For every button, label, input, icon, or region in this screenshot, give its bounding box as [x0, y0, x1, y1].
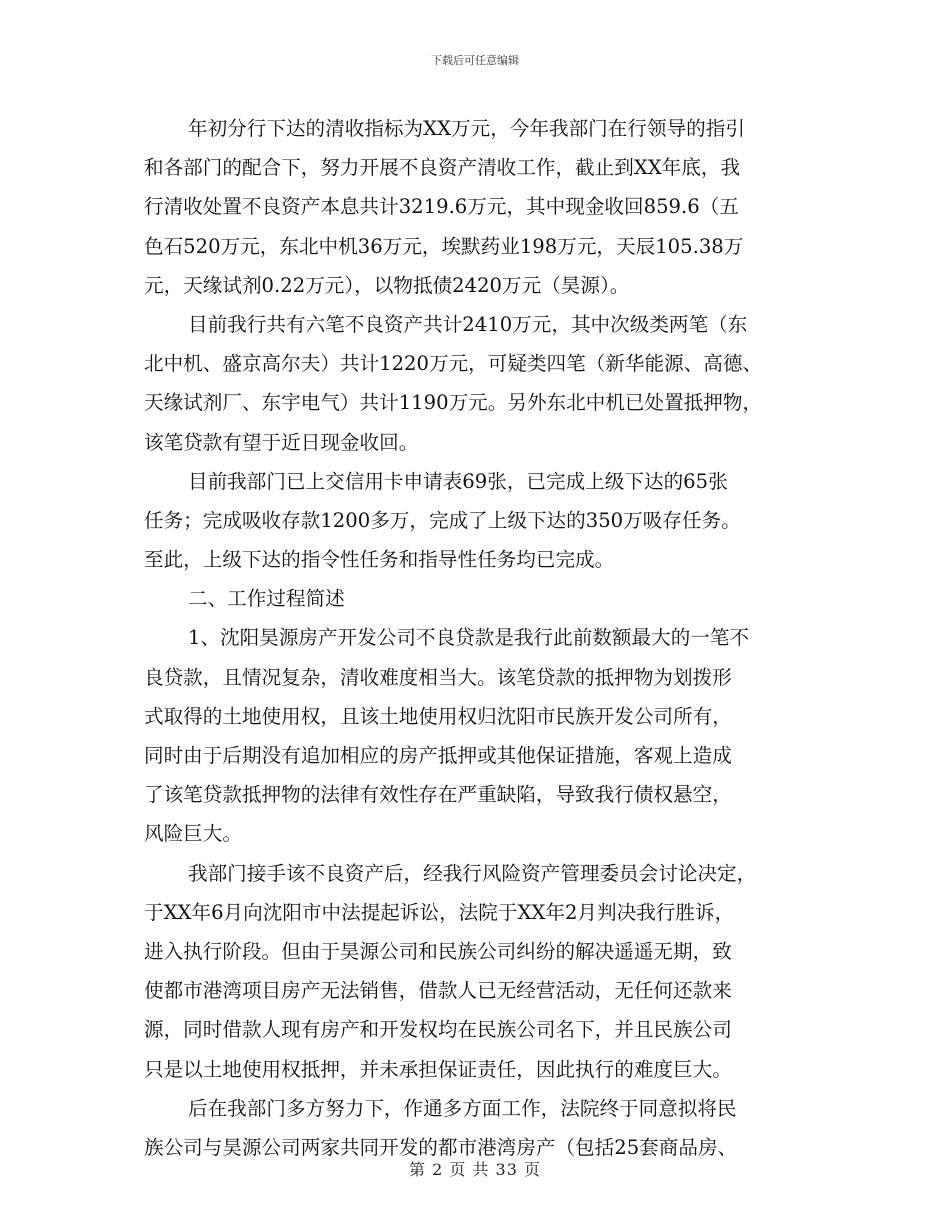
text-line: 目前我部门已上交信用卡申请表69张，已完成上级下达的65张 [188, 469, 728, 493]
text-line: 行清收处置不良资产本息共计3219.6万元，其中现金收回859.6（五 [144, 195, 739, 219]
page-header: 下载后可任意编辑 [431, 54, 519, 67]
text-line: 式取得的土地使用权，且该土地使用权归沈阳市民族开发公司所有， [144, 704, 732, 728]
text-line: 1、沈阳昊源房产开发公司不良贷款是我行此前数额最大的一笔不 [188, 626, 750, 650]
text-line: 源，同时借款人现有房产和开发权均在民族公司名下，并且民族公司 [144, 1018, 732, 1042]
text-line: 良贷款，且情况复杂，清收难度相当大。该笔贷款的抵押物为划拨形 [144, 665, 732, 689]
text-line: 使都市港湾项目房产无法销售，借款人已无经营活动，无任何还款来 [144, 979, 732, 1003]
text-line: 我部门接手该不良资产后，经我行风险资产管理委员会讨论决定， [188, 861, 757, 885]
text-line: 同时由于后期没有追加相应的房产抵押或其他保证措施，客观上造成 [144, 744, 732, 767]
text-line: 进入执行阶段。但由于昊源公司和民族公司纠纷的解决遥遥无期，致 [144, 939, 732, 963]
text-line: 后在我部门多方努力下，作通多方面工作，法院终于同意拟将民 [188, 1096, 737, 1120]
text-line: 风险巨大。 [144, 822, 242, 846]
text-line: 目前我行共有六笔不良资产共计2410万元，其中次级类两笔（东 [188, 312, 748, 336]
body-text [144, 109, 824, 1167]
section-heading: 二、工作过程简述 [188, 587, 345, 611]
text-line: 北中机、盛京高尔夫）共计1220万元，可疑类四笔（新华能源、高德、 [144, 352, 763, 376]
page-number: 第 2 页 共 33 页 [409, 1160, 541, 1179]
text-line: 了该笔贷款抵押物的法律有效性存在严重缺陷，导致我行债权悬空， [144, 783, 732, 807]
text-line: 于XX年6月向沈阳市中法提起诉讼，法院于XX年2月判决我行胜诉， [144, 900, 735, 924]
text-line: 和各部门的配合下，努力开展不良资产清收工作，截止到XX年底，我 [144, 156, 741, 180]
text-line: 该笔贷款有望于近日现金收回。 [144, 430, 419, 454]
text-line: 只是以土地使用权抵押，并未承担保证责任，因此执行的难度巨大。 [144, 1057, 732, 1081]
text-line: 元，天缘试剂0.22万元），以物抵债2420万元（昊源）。 [144, 273, 630, 297]
text-line: 年初分行下达的清收指标为XX万元，今年我部门在行领导的指引 [188, 117, 745, 140]
text-line: 至此，上级下达的指令性任务和指导性任务均已完成。 [144, 548, 615, 572]
text-line: 色石520万元，东北中机36万元，埃默药业198万元，天辰105.38万 [144, 234, 744, 258]
text-line: 任务；完成吸收存款1200多万，完成了上级下达的350万吸存任务。 [144, 508, 741, 532]
text-line: 族公司与昊源公司两家共同开发的都市港湾房产（包括25套商品房、 [144, 1135, 738, 1159]
text-line: 天缘试剂厂、东宇电气）共计1190万元。另外东北中机已处置抵押物， [144, 391, 763, 415]
